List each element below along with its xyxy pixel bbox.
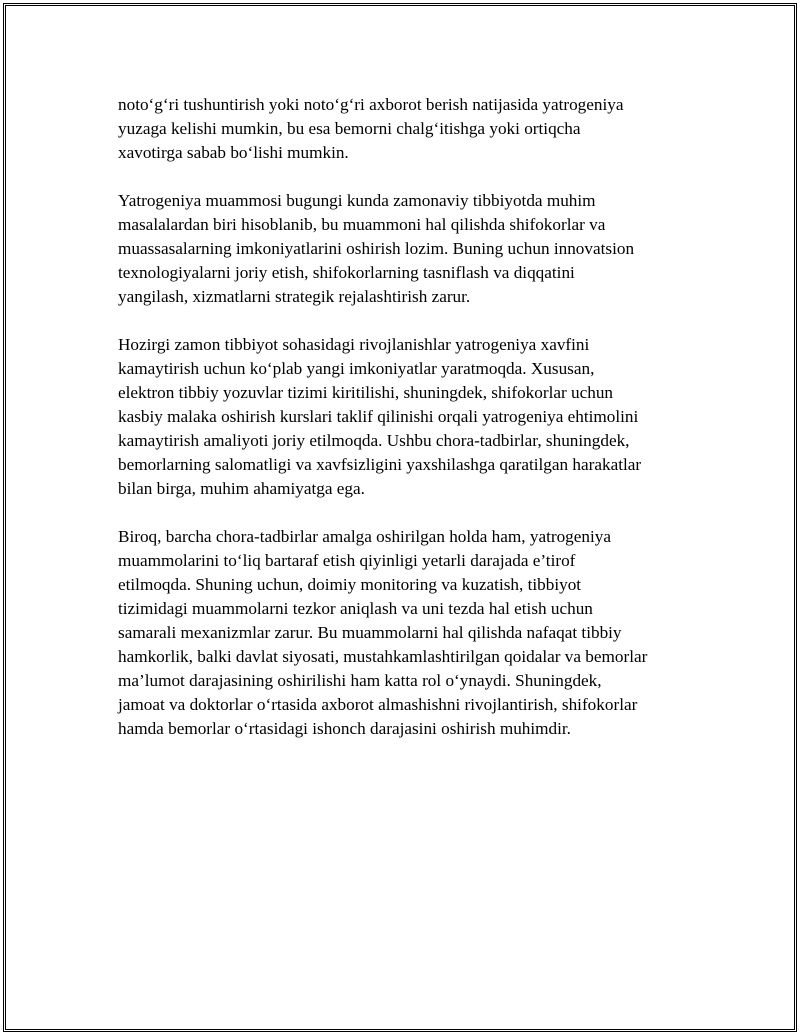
paragraph-4 [118,525,693,741]
text-line: Hozirgi zamon tibbiyot sohasidagi rivojlanishlar yatrogeniya xavfini [118,335,590,354]
text-line: muammolarini to‘liq bartaraf etish qiyinligi yetarli darajada e’tirof [118,551,576,570]
text-line: xavotirga sabab bo‘lishi mumkin. [118,143,349,162]
text-line: masalalardan biri hisoblanib, bu muammoni hal qilishda shifokorlar va [118,215,606,234]
text-line: kamaytirish uchun ko‘plab yangi imkoniyatlar yaratmoqda. Xususan, [118,359,595,378]
text-line: yangilash, xizmatlarni strategik rejalashtirish zarur. [118,287,471,306]
text-line: Biroq, barcha chora-tadbirlar amalga oshirilgan holda ham, yatrogeniya [118,527,611,546]
text-line: tizimidagi muammolarni tezkor aniqlash va uni tezda hal etish uchun [118,599,593,618]
text-line: bemorlarning salomatligi va xavfsizligini yaxshilashga qaratilgan harakatlar [118,455,642,474]
text-line: jamoat va doktorlar o‘rtasida axborot almashishni rivojlantirish, shifokorlar [118,695,638,714]
text-line: muassasalarning imkoniyatlarini oshirish lozim. Buning uchun innovatsion [118,239,635,258]
text-line: hamda bemorlar o‘rtasidagi ishonch darajasini oshirish muhimdir. [118,719,571,738]
text-line: ma’lumot darajasining oshirilishi ham katta rol o‘ynaydi. Shuningdek, [118,671,602,690]
paragraph-3 [118,333,693,501]
paragraph-2 [118,189,693,309]
text-line: Yatrogeniya muammosi bugungi kunda zamonaviy tibbiyotda muhim [118,191,596,210]
text-line: samarali mexanizmlar zarur. Bu muammolarni hal qilishda nafaqat tibbiy [118,623,622,642]
text-line: etilmoqda. Shuning uchun, doimiy monitoring va kuzatish, tibbiyot [118,575,582,594]
text-line: hamkorlik, balki davlat siyosati, mustahkamlashtirilgan qoidalar va bemorlar [118,647,648,666]
text-line: elektron tibbiy yozuvlar tizimi kiritilishi, shuningdek, shifokorlar uchun [118,383,614,402]
text-line: yuzaga kelishi mumkin, bu esa bemorni chalg‘itishga yoki ortiqcha [118,119,581,138]
text-line: texnologiyalarni joriy etish, shifokorlarning tasniflash va diqqatini [118,263,575,282]
document-body [118,93,693,765]
text-line: noto‘g‘ri tushuntirish yoki noto‘g‘ri axborot berish natijasida yatrogeniya [118,95,624,114]
text-line: kamaytirish amaliyoti joriy etilmoqda. Ushbu chora-tadbirlar, shuningdek, [118,431,630,450]
paragraph-1 [118,93,693,165]
text-line: bilan birga, muhim ahamiyatga ega. [118,479,365,498]
text-line: kasbiy malaka oshirish kurslari taklif qilinishi orqali yatrogeniya ehtimolini [118,407,639,426]
